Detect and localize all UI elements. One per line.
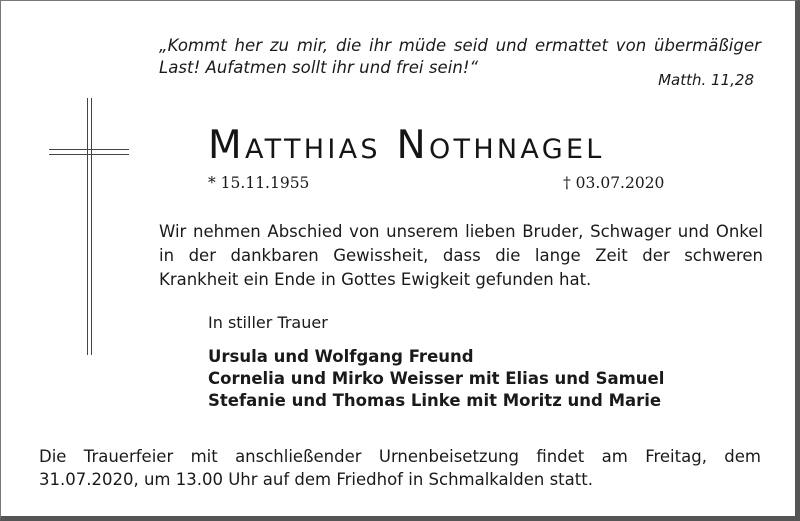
- birth-date: * 15.11.1955: [208, 174, 310, 192]
- cross-horizontal-line: [49, 149, 129, 150]
- mourning-intro: In stiller Trauer: [208, 313, 328, 332]
- mourner-family: Cornelia und Mirko Weisser mit Elias und Samuel: [208, 369, 665, 388]
- cross-vertical-line: [87, 98, 88, 355]
- mourner-family: Ursula und Wolfgang Freund: [208, 347, 474, 366]
- death-date: † 03.07.2020: [563, 174, 665, 192]
- quote-source: Matth. 11,28: [658, 71, 754, 89]
- deceased-name: Matthias Nothnagel: [208, 123, 605, 168]
- cross-vertical-line: [91, 98, 92, 355]
- cross-horizontal-line: [49, 154, 129, 155]
- mourners-list: [208, 346, 664, 412]
- farewell-message: Wir nehmen Abschied von unserem lieben Bruder, Schwager und Onkel in der dankbaren Gewissheit, dass die lange Zeit der schweren Krankheit ein Ende in Gottes Ewigkeit gefunden hat.: [159, 222, 763, 289]
- funeral-announcement: Die Trauerfeier mit anschließender Urnenbeisetzung findet am Freitag, dem 31.07.2020, um 13.00 Uhr auf dem Friedhof in Schmalkalden statt.: [39, 447, 761, 489]
- bible-quote: „Kommt her zu mir, die ihr müde seid und ermattet von übermäßiger Last! Aufatmen sollt ihr und frei sein!“: [159, 36, 761, 77]
- mourner-family: Stefanie und Thomas Linke mit Moritz und Marie: [208, 391, 662, 410]
